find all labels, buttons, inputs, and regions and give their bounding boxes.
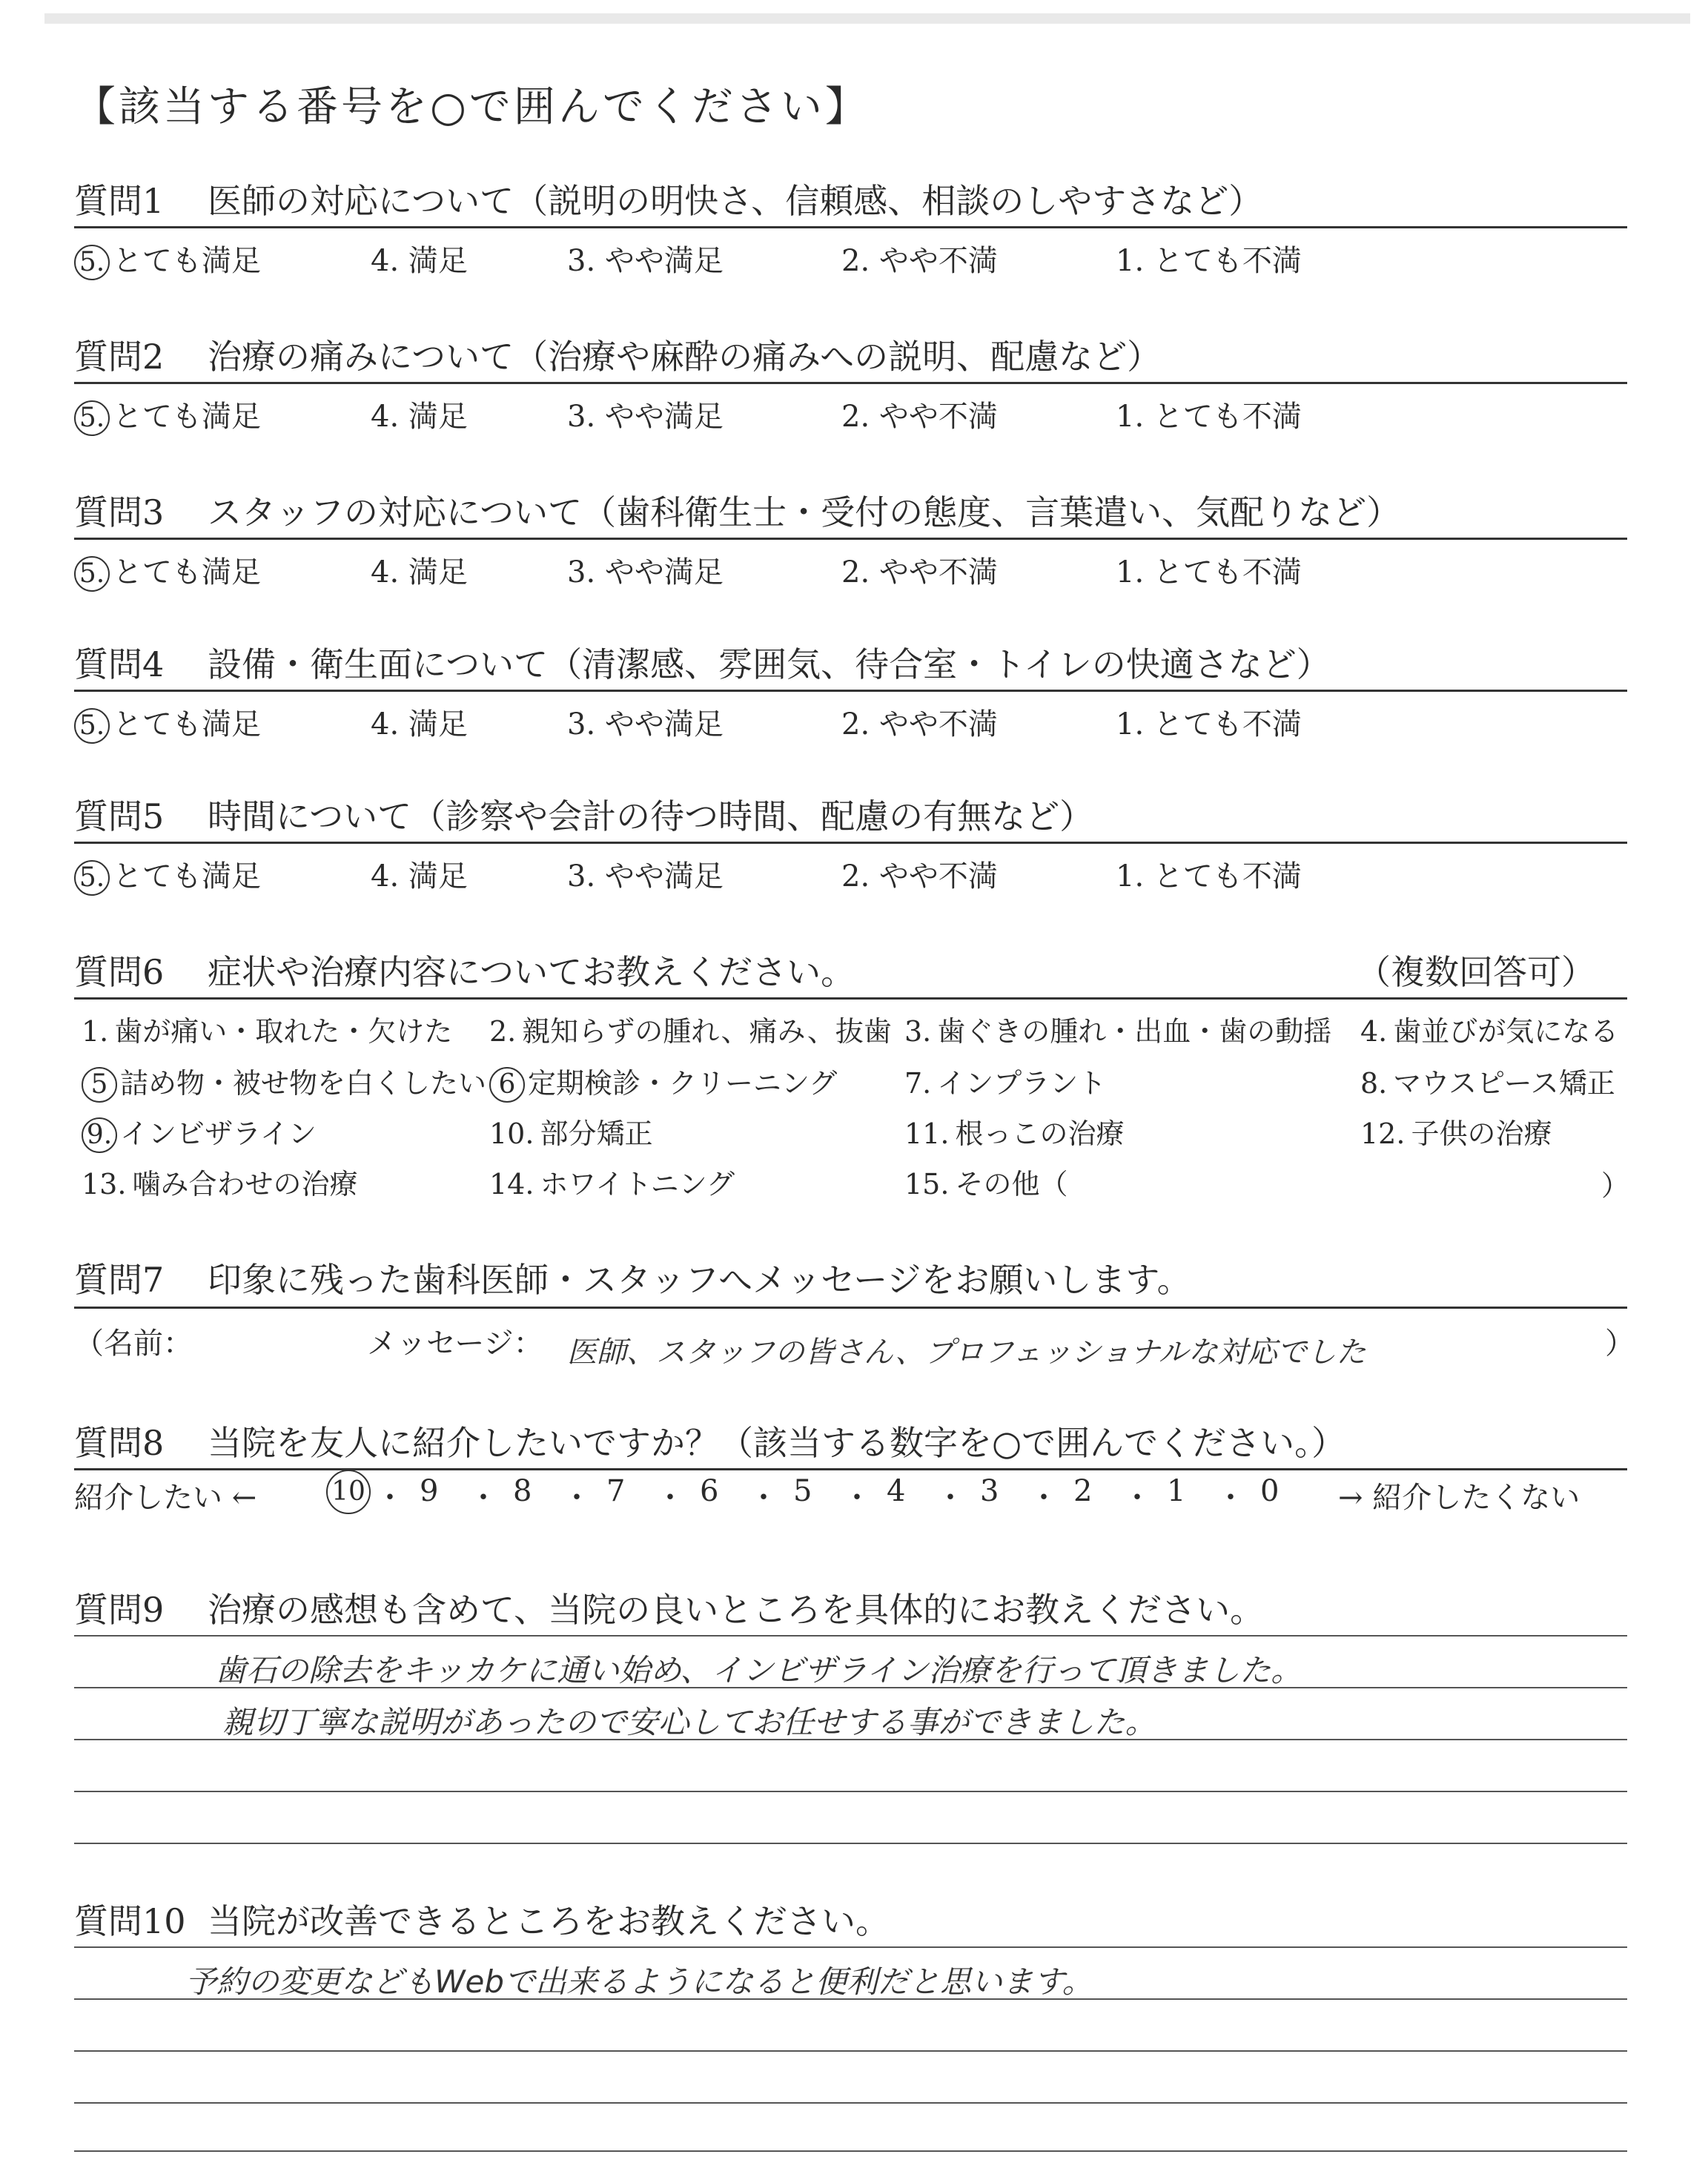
q1-rule [74, 226, 1627, 228]
option-label: 噛み合わせの治療 [132, 1168, 358, 1200]
option-somewhat-satisfied[interactable]: 3. やや満足 [567, 244, 724, 278]
option-somewhat-satisfied[interactable]: 3. やや満足 [567, 859, 724, 894]
option-very-dissatisfied[interactable]: 1. とても不満 [1116, 244, 1302, 278]
option-very-satisfied[interactable] [74, 853, 261, 896]
option-label: その他（ [955, 1168, 1068, 1200]
option-label: 歯ぐきの腫れ・出血・歯の動揺 [937, 1015, 1332, 1048]
q5-text: 時間について（診察や会計の待つ時間、配慮の有無など） [208, 796, 1094, 836]
q10-number: 質問10 [74, 1901, 186, 1941]
option-label: 歯が痛い・取れた・欠けた [114, 1015, 453, 1048]
option-very-dissatisfied[interactable]: 1. とても不満 [1116, 555, 1302, 589]
option-label: 歯並びが気になる [1393, 1015, 1619, 1048]
q5-number: 質問5 [74, 796, 165, 836]
q10-line [74, 2150, 1627, 2152]
scale-separator: ・ [1122, 1481, 1152, 1515]
q10-text: 当院が改善できるところをお教えください。 [208, 1901, 890, 1941]
option-number: 11. [904, 1117, 950, 1150]
q6-option-10[interactable] [489, 1111, 652, 1152]
q6-close-paren: ） [1601, 1169, 1630, 1202]
q9-answer-line-1: 歯石の除去をキッカケに通い始め、インビザライン治療を行って頂きました。 [215, 1652, 1302, 1688]
option-number: 14. [489, 1168, 534, 1200]
option-satisfied[interactable]: 4. 満足 [371, 859, 468, 894]
q1-title [74, 174, 1262, 223]
selected-circle: 5. [74, 708, 110, 744]
option-satisfied[interactable]: 4. 満足 [371, 555, 468, 589]
q8-scale [74, 1474, 1631, 1519]
q2-number: 質問2 [74, 337, 165, 377]
q7-name-label: （名前： [74, 1327, 193, 1361]
q6-option-5[interactable] [82, 1060, 486, 1103]
option-somewhat-satisfied[interactable]: 3. やや満足 [567, 555, 724, 589]
q6-note: （複数回答可） [1357, 952, 1595, 992]
scale-separator: ・ [936, 1481, 965, 1515]
q8-number: 質問8 [74, 1423, 165, 1463]
option-somewhat-dissatisfied[interactable]: 2. やや不満 [841, 244, 998, 278]
q4-text: 設備・衛生面について（清潔感、雰囲気、待合室・トイレの快適さなど） [208, 644, 1331, 684]
option-very-satisfied[interactable] [74, 393, 261, 436]
q5-title [74, 790, 1093, 839]
q6-option-15[interactable] [904, 1161, 1068, 1202]
q6-number: 質問6 [74, 952, 165, 992]
option-satisfied[interactable]: 4. 満足 [371, 400, 468, 434]
option-label: 部分矯正 [540, 1117, 653, 1150]
option-somewhat-satisfied[interactable]: 3. やや満足 [567, 707, 724, 742]
option-label: 詰め物・被せ物を白くしたい [120, 1067, 487, 1100]
q9-line [74, 1635, 1627, 1636]
option-number: 13. [82, 1168, 127, 1200]
scale-separator: ・ [375, 1481, 405, 1515]
q9-answer-line-2: 親切丁寧な説明があったので安心してお任せする事ができました。 [222, 1704, 1156, 1740]
q10-line [74, 2050, 1627, 2052]
option-number: 7. [904, 1067, 932, 1100]
q5-rule [74, 842, 1627, 844]
q4-title [74, 638, 1331, 687]
scale-value[interactable]: 1 [1167, 1474, 1186, 1508]
q6-option-6[interactable] [489, 1060, 837, 1103]
option-number: 12. [1360, 1117, 1406, 1150]
scale-separator: ・ [1029, 1481, 1059, 1515]
option-very-satisfied[interactable] [74, 237, 261, 280]
q6-option-1[interactable] [82, 1008, 452, 1049]
q3-number: 質問3 [74, 492, 165, 532]
scale-value[interactable]: 7 [606, 1474, 626, 1508]
q7-number: 質問7 [74, 1260, 165, 1300]
q9-line [74, 1843, 1627, 1844]
option-label: 親知らずの腫れ、痛み、抜歯 [522, 1015, 892, 1048]
option-label: 根っこの治療 [955, 1117, 1125, 1150]
scale-value[interactable]: 2 [1073, 1474, 1093, 1508]
q9-number: 質問9 [74, 1590, 165, 1630]
page-title: 【該当する番号を○で囲んでください】 [74, 83, 870, 131]
option-number: 1. [82, 1015, 109, 1048]
option-very-dissatisfied[interactable]: 1. とても不満 [1116, 400, 1302, 434]
q4-rule [74, 690, 1627, 692]
option-very-dissatisfied[interactable]: 1. とても不満 [1116, 707, 1302, 742]
option-number: 10. [489, 1117, 534, 1150]
option-label: とても満足 [113, 400, 261, 434]
option-somewhat-dissatisfied[interactable]: 2. やや不満 [841, 859, 998, 894]
scan-edge [44, 13, 1690, 24]
option-label: インプラント [937, 1067, 1107, 1100]
selected-circle: 5. [74, 245, 110, 280]
option-label: とても満足 [113, 859, 261, 894]
q6-option-8[interactable] [1360, 1060, 1615, 1101]
q8-rule [74, 1468, 1627, 1470]
q6-option-13[interactable] [82, 1161, 357, 1202]
scale-value[interactable]: 3 [980, 1474, 999, 1508]
q7-rule [74, 1307, 1627, 1309]
option-number: 3. [904, 1015, 932, 1048]
option-very-satisfied[interactable] [74, 549, 261, 592]
q10-title [74, 1895, 890, 1943]
q10-answer-line-1: 予約の変更などもWebで出来るようになると便利だと思います。 [185, 1964, 1093, 2000]
option-satisfied[interactable]: 4. 満足 [371, 244, 468, 278]
q2-title [74, 330, 1161, 379]
q6-option-9[interactable] [82, 1111, 317, 1153]
q9-title [74, 1583, 1264, 1632]
scale-separator: ・ [469, 1481, 498, 1515]
option-very-satisfied[interactable] [74, 701, 261, 744]
q10-line [74, 1946, 1627, 1948]
option-somewhat-dissatisfied[interactable]: 2. やや不満 [841, 707, 998, 742]
q7-close-paren: ） [1605, 1327, 1635, 1361]
q6-rule [74, 997, 1627, 1000]
option-somewhat-satisfied[interactable]: 3. やや満足 [567, 400, 724, 434]
selected-circle: 6 [489, 1067, 525, 1103]
selected-circle: 5 [82, 1067, 117, 1103]
q7-message-label: メッセージ： [367, 1327, 543, 1361]
option-number: 4. [1360, 1015, 1388, 1048]
option-number: 8. [1360, 1067, 1388, 1100]
q6-text: 症状や治療内容についてお教えください。 [208, 952, 855, 992]
scale-separator: ・ [842, 1481, 872, 1515]
q9-text: 治療の感想も含めて、当院の良いところを具体的にお教えください。 [208, 1590, 1265, 1630]
q6-option-3[interactable] [904, 1008, 1331, 1049]
option-label: とても満足 [113, 707, 261, 742]
q3-title [74, 486, 1400, 535]
option-satisfied[interactable]: 4. 満足 [371, 707, 468, 742]
option-label: マウスピース矯正 [1393, 1067, 1615, 1100]
q8-right-label: → 紹介したくない [1338, 1481, 1580, 1515]
q1-text: 医師の対応について（説明の明快さ、信頼感、相談のしやすさなど） [208, 181, 1263, 221]
q2-rule [74, 382, 1627, 384]
q8-left-label: 紹介したい ← [74, 1481, 257, 1515]
q4-number: 質問4 [74, 644, 165, 684]
scale-value[interactable]: 5 [793, 1474, 812, 1508]
option-label: とても満足 [113, 555, 261, 589]
selected-circle: 5. [74, 860, 110, 896]
selected-circle: 9. [82, 1117, 117, 1153]
q3-rule [74, 538, 1627, 540]
q8-title [74, 1416, 1345, 1465]
q1-number: 質問1 [74, 181, 165, 221]
q6-option-4[interactable] [1360, 1008, 1618, 1049]
q7-message-handwritten: 医師、スタッフの皆さん、プロフェッショナルな対応でした [567, 1335, 1366, 1370]
option-number: 15. [904, 1168, 950, 1200]
q8-text: 当院を友人に紹介したいですか？（該当する数字を○で囲んでください。） [208, 1423, 1346, 1463]
scale-value[interactable]: 6 [700, 1474, 719, 1508]
q7-text: 印象に残った歯科医師・スタッフへメッセージをお願いします。 [208, 1260, 1191, 1300]
scale-separator: ・ [655, 1481, 685, 1515]
q3-text: スタッフの対応について（歯科衛生士・受付の態度、言葉遣い、気配りなど） [208, 492, 1401, 532]
q2-text: 治療の痛みについて（治療や麻酔の痛みへの説明、配慮など） [208, 337, 1162, 377]
option-label: 子供の治療 [1411, 1117, 1552, 1150]
q10-line [74, 2102, 1627, 2104]
q3-options [74, 549, 1631, 590]
q1-options [74, 237, 1631, 279]
scale-separator: ・ [1216, 1481, 1245, 1515]
q6-option-11[interactable] [904, 1111, 1124, 1152]
option-label: ホワイトニング [540, 1168, 735, 1200]
scale-value[interactable]: 4 [887, 1474, 906, 1508]
scale-value[interactable]: 8 [513, 1474, 532, 1508]
q6-option-2[interactable] [489, 1008, 892, 1049]
q5-options [74, 853, 1631, 894]
option-very-dissatisfied[interactable]: 1. とても不満 [1116, 859, 1302, 894]
scale-separator: ・ [562, 1481, 592, 1515]
option-label: インビザライン [120, 1117, 317, 1150]
q6-option-7[interactable] [904, 1060, 1106, 1101]
q6-option-14[interactable] [489, 1161, 735, 1202]
q7-title [74, 1253, 1191, 1302]
option-somewhat-dissatisfied[interactable]: 2. やや不満 [841, 400, 998, 434]
selected-circle: 5. [74, 400, 110, 436]
q4-options [74, 701, 1631, 742]
scale-value[interactable]: 0 [1260, 1474, 1280, 1508]
q9-line [74, 1791, 1627, 1792]
option-somewhat-dissatisfied[interactable]: 2. やや不満 [841, 555, 998, 589]
scale-value[interactable]: 9 [420, 1474, 439, 1508]
q6-title [74, 945, 855, 994]
scale-separator: ・ [749, 1481, 778, 1515]
q6-option-12[interactable] [1360, 1111, 1552, 1152]
scale-selected-10[interactable]: 10 [326, 1470, 371, 1514]
selected-circle: 5. [74, 556, 110, 592]
option-label: 定期検診・クリーニング [528, 1067, 838, 1100]
q2-options [74, 393, 1631, 435]
option-number: 2. [489, 1015, 517, 1048]
option-label: とても満足 [113, 244, 261, 278]
